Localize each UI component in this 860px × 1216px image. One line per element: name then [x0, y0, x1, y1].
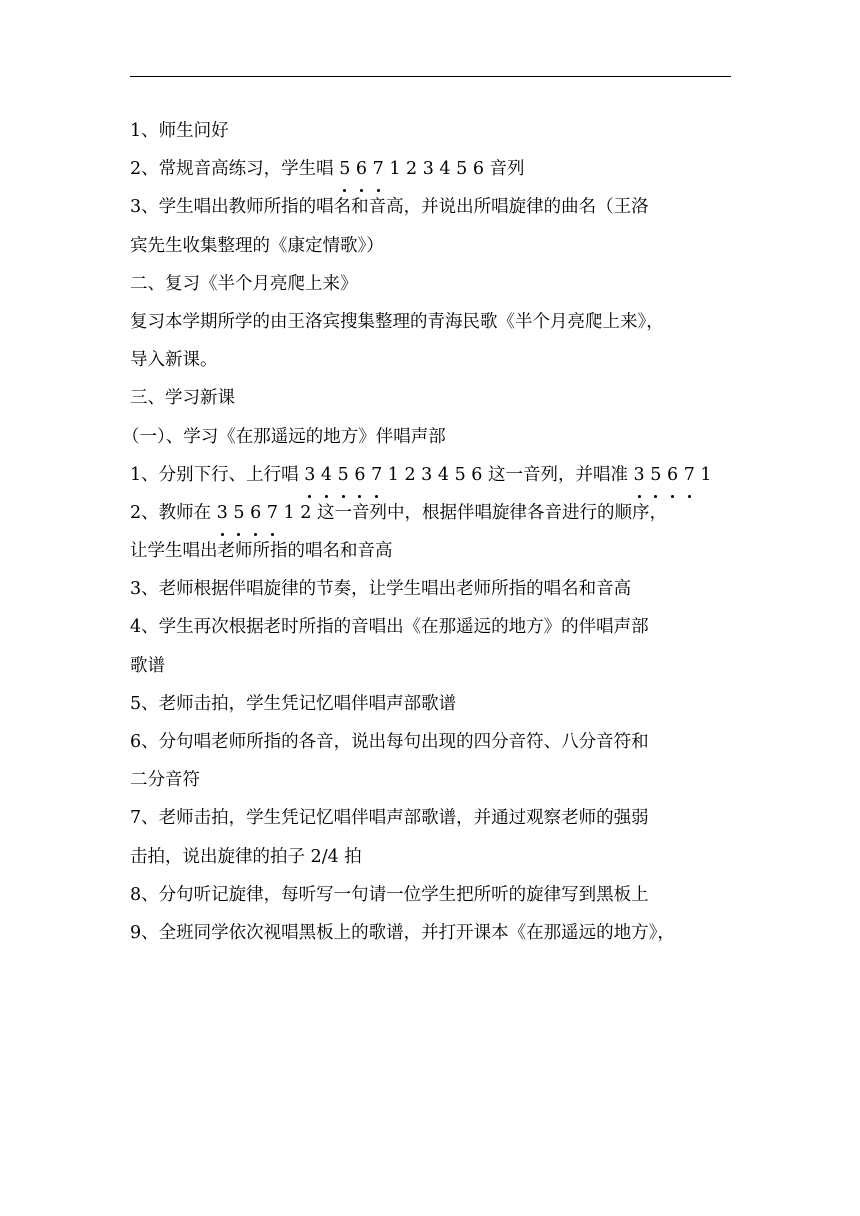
low-octave-notes — [304, 465, 382, 485]
line-pitch-practice — [130, 150, 731, 188]
line-beat-cont — [130, 838, 731, 876]
low-octave-note: 5 — [650, 456, 661, 494]
line-sing-names-cont — [130, 227, 731, 265]
line-text: 宾先生收集整理的《康定情歌》） — [130, 235, 384, 256]
line-text: 二、复习《半个月亮爬上来》 — [130, 273, 358, 294]
line-class-sight-sing — [130, 914, 731, 952]
low-octave-note: 3 — [304, 456, 315, 494]
line-text: 击拍，说出旋律的拍子 2/4 拍 — [130, 846, 362, 867]
line-text: 1 — [694, 464, 712, 485]
line-text: （一）、学习《在那遥远的地方》伴唱声部 — [122, 426, 446, 447]
line-text: 4、学生再次根据老时所指的音唱出《在那遥远的地方》的伴唱声部 — [130, 617, 649, 638]
line-phrase-notes — [130, 723, 731, 761]
low-octave-note: 5 — [233, 494, 244, 532]
line-teacher-points-cont — [130, 532, 731, 570]
line-text: 3、学生唱出教师所指的唱名和音高，并说出所唱旋律的曲名（王洛 — [130, 197, 649, 218]
line-text: 三、学习新课 — [130, 388, 235, 409]
line-dictation — [130, 876, 731, 914]
line-text: 9、全班同学依次视唱黑板上的歌谱，并打开课本《在那遥远的地方》， — [130, 922, 675, 943]
line-text: 导入新课。 — [130, 350, 218, 371]
line-text: 1、师生问好 — [130, 121, 229, 141]
line-text: 二分音符 — [130, 770, 200, 791]
line-text: 1 2 3 4 5 6 这一音列，并唱准 — [382, 464, 634, 485]
line-sing-names — [130, 188, 731, 226]
low-octave-note: 7 — [684, 456, 695, 494]
low-octave-notes — [217, 503, 278, 523]
low-octave-note: 7 — [371, 456, 382, 494]
low-octave-note: 3 — [217, 494, 228, 532]
low-octave-note: 5 — [338, 456, 349, 494]
line-scale-sing — [130, 456, 731, 494]
section-new-lesson-heading — [130, 379, 731, 417]
low-octave-note: 4 — [321, 456, 332, 494]
low-octave-notes — [634, 465, 695, 485]
line-rhythm — [130, 570, 731, 608]
line-review-cont — [130, 341, 731, 379]
line-memory — [130, 685, 731, 723]
line-text: 1 2 3 4 5 6 音列 — [383, 159, 525, 180]
line-text: 歌谱 — [130, 655, 165, 676]
line-text: 6、分句唱老师所指的各音，说出每句出现的四分音符、八分音符和 — [130, 732, 649, 752]
line-sing-again — [130, 608, 731, 646]
line-text: 2、教师在 — [130, 502, 217, 523]
line-greeting — [130, 112, 731, 150]
line-text: 8、分句听记旋律，每听写一句请一位学生把所听的旋律写到黑板上 — [130, 884, 649, 905]
line-sing-again-cont — [130, 647, 731, 685]
line-text: 7、老师击拍，学生凭记忆唱伴唱声部歌谱，并通过观察老师的强弱 — [130, 808, 649, 829]
low-octave-note: 7 — [267, 494, 278, 532]
header-rule — [130, 76, 731, 77]
low-octave-note: 5 — [339, 150, 350, 188]
line-review — [130, 303, 731, 341]
line-text: 1 2 这一音列中，根据伴唱旋律各音进行的顺序， — [278, 502, 667, 523]
document-body — [122, 112, 731, 952]
low-octave-note: 7 — [373, 150, 384, 188]
low-octave-note: 6 — [250, 494, 261, 532]
line-beat — [130, 799, 731, 837]
line-text: 5、老师击拍，学生凭记忆唱伴唱声部歌谱 — [130, 693, 457, 714]
line-teacher-points — [130, 494, 731, 532]
line-text: 复习本学期所学的由王洛宾搜集整理的青海民歌《半个月亮爬上来》， — [130, 311, 664, 332]
line-text: 3、老师根据伴唱旋律的节奏，让学生唱出老师所指的唱名和音高 — [130, 579, 632, 600]
line-text: 1、分别下行、上行唱 — [130, 464, 305, 485]
low-octave-notes — [339, 159, 384, 179]
low-octave-note: 3 — [634, 456, 645, 494]
low-octave-note: 6 — [667, 456, 678, 494]
low-octave-note: 6 — [356, 150, 367, 188]
line-phrase-notes-cont — [130, 761, 731, 799]
section-review-heading — [130, 265, 731, 303]
line-text: 让学生唱出老师所指的唱名和音高 — [130, 541, 393, 562]
subsection-heading — [122, 418, 731, 456]
line-text: 2、常规音高练习，学生唱 — [130, 159, 340, 180]
low-octave-note: 6 — [354, 456, 365, 494]
